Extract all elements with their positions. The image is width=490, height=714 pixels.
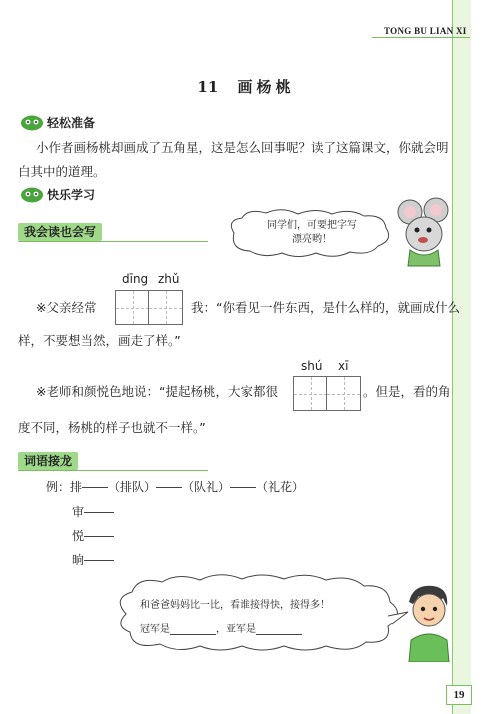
q1-line2: 样，不要想当然，画走了样。” [18, 333, 181, 348]
ranking-line: 冠军是 ，亚军是 [140, 620, 302, 635]
q2-suffix: 。但是，看的角 [363, 384, 451, 399]
header-rule [372, 37, 470, 38]
q1-suffix: 我：“你看见一件东西，是什么样的，就画成什么 [191, 300, 460, 315]
lesson-title [0, 76, 490, 97]
runner-up-blank[interactable] [256, 634, 302, 635]
champion-blank[interactable] [170, 634, 216, 635]
boy-illustration [403, 582, 453, 662]
lesson-number: 11 [197, 78, 219, 96]
chain-prompt[interactable]: 晌 [72, 551, 114, 568]
section-heading-prepare: 轻松准备 [20, 113, 95, 131]
lesson-title-text: 画 杨 桃 [237, 78, 291, 96]
pinyin-1: dīng [122, 272, 149, 286]
cloud-bubble [112, 572, 412, 654]
pinyin-3: shú [301, 359, 323, 373]
pinyin-2: zhǔ [158, 272, 180, 286]
tag-underline [18, 470, 208, 471]
chain-example: 例：排 （排队） （队礼） （礼花） [46, 480, 305, 494]
q2-prefix: ※老师和颜悦色地说：“提起杨桃，大家都很 [36, 384, 278, 399]
side-tab-strip [452, 0, 471, 714]
char-write-box[interactable] [148, 290, 183, 325]
page-number: 19 [446, 685, 472, 705]
bubble-text: 同学们，可要把字写 漂亮哟！ [267, 220, 357, 245]
char-write-box[interactable] [293, 376, 328, 411]
mouse-illustration [396, 196, 454, 272]
read-write-tag: 我会读也会写 [18, 221, 102, 240]
char-write-box[interactable] [326, 376, 361, 411]
char-write-box[interactable] [115, 290, 150, 325]
intro-paragraph: 小作者画杨桃却画成了五角星，这是怎么回事呢？读了这篇课文，你就会明 白其中的道理。 [18, 140, 449, 179]
q2-line2: 度不同，杨桃的样子也就不一样。” [18, 420, 206, 435]
section-heading-learn: 快乐学习 [20, 185, 95, 203]
pinyin-4: xī [338, 359, 349, 373]
series-header: TONG BU LIAN XI [384, 26, 467, 36]
q1-prefix: ※父亲经常 [36, 300, 97, 315]
chain-prompt[interactable]: 审 [72, 503, 114, 520]
cloud-text: 和爸爸妈妈比一比，看谁接得快，接得多！ [140, 600, 330, 611]
leaf-icon [20, 185, 44, 203]
chain-prompt[interactable]: 悦 [72, 527, 114, 544]
leaf-icon [20, 113, 44, 131]
tag-underline [18, 241, 208, 242]
word-chain-tag: 词语接龙 [18, 450, 78, 469]
